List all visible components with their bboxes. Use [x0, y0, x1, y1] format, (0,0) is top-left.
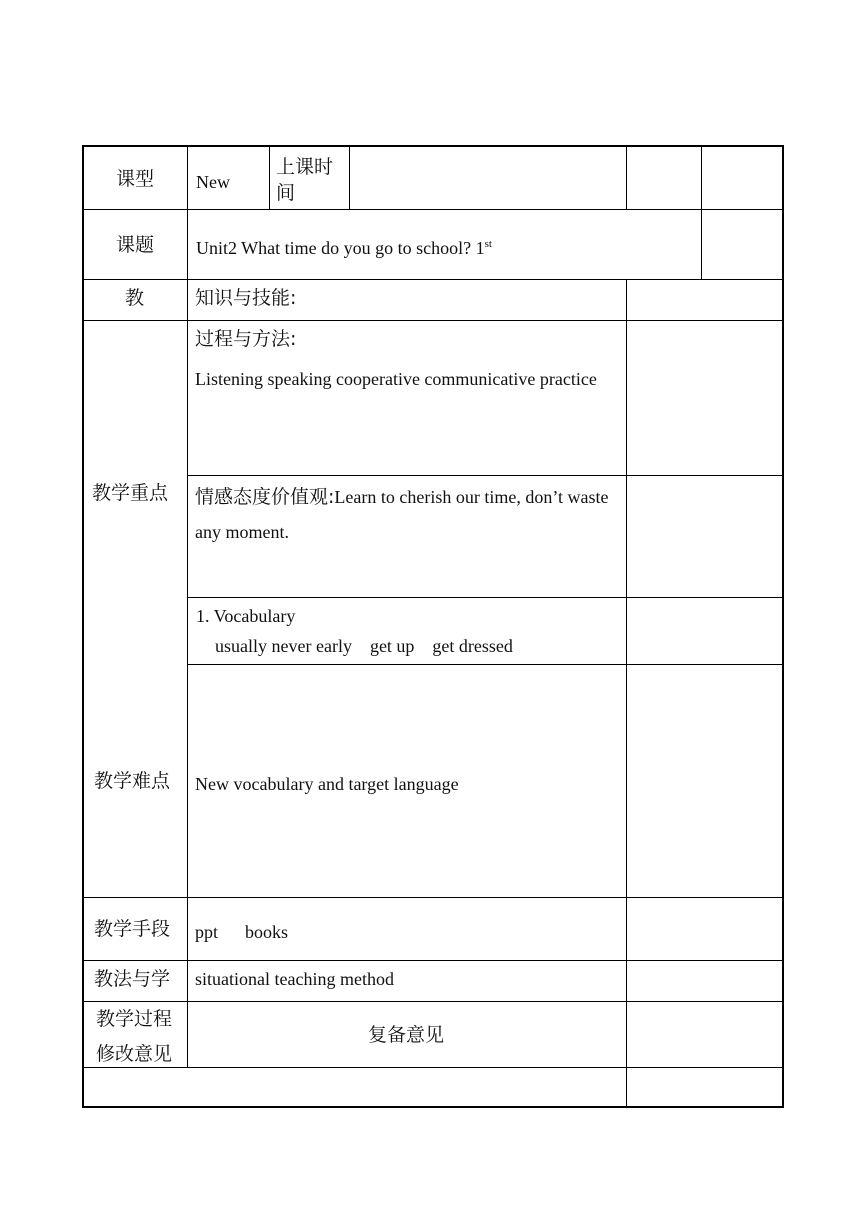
topic-superscript: st [484, 238, 492, 250]
table-border-right [782, 145, 784, 1108]
process-methods-title: 过程与方法: [195, 328, 297, 350]
knowledge-skills-title: 知识与技能: [195, 287, 297, 309]
course-type-label: 课型 [116, 168, 155, 190]
col-divider [626, 145, 627, 209]
teaching-means-value: ppt books [195, 922, 289, 942]
row-divider [187, 475, 784, 476]
difficult-points-value: New vocabulary and target language [195, 774, 459, 794]
row-divider [82, 1067, 784, 1068]
table-border-bottom [82, 1106, 784, 1108]
class-time-label: 上课时间 [276, 156, 334, 204]
row-divider [187, 597, 784, 598]
vocabulary-title: 1. Vocabulary [196, 606, 296, 626]
class-time-cell [270, 146, 349, 209]
topic-value [196, 238, 492, 259]
col-divider [349, 145, 350, 209]
topic-text: Unit2 What time do you go to school? 1 [196, 238, 485, 258]
col-divider [701, 145, 702, 279]
col-divider [626, 279, 627, 1108]
topic-label: 课题 [116, 234, 155, 256]
course-type-value: New [196, 172, 230, 192]
review-opinion-label: 复备意见 [368, 1024, 445, 1046]
teaching-means-label: 教学手段 [94, 918, 171, 940]
process-label-line1: 教学过程 [96, 1008, 173, 1030]
vocabulary-words: usually never early get up get dressed [215, 636, 513, 656]
emotion-values-cell [195, 480, 620, 550]
table-border-left [82, 145, 84, 1108]
teaching-method-label: 教法与学 [94, 968, 171, 990]
emotion-values-text: Learn to cherish our time, don’t waste any moment. [195, 487, 609, 542]
key-points-label: 教学重点 [92, 482, 169, 504]
col-divider [187, 145, 188, 1067]
teach-label: 教 [125, 287, 145, 309]
emotion-values-title: 情感态度价值观: [195, 486, 335, 508]
process-label-line2: 修改意见 [96, 1043, 173, 1065]
teaching-method-value: situational teaching method [195, 969, 394, 989]
row-divider [187, 664, 784, 665]
difficult-points-label: 教学难点 [94, 770, 171, 792]
process-methods-text: Listening speaking cooperative communicative practice [195, 369, 597, 389]
